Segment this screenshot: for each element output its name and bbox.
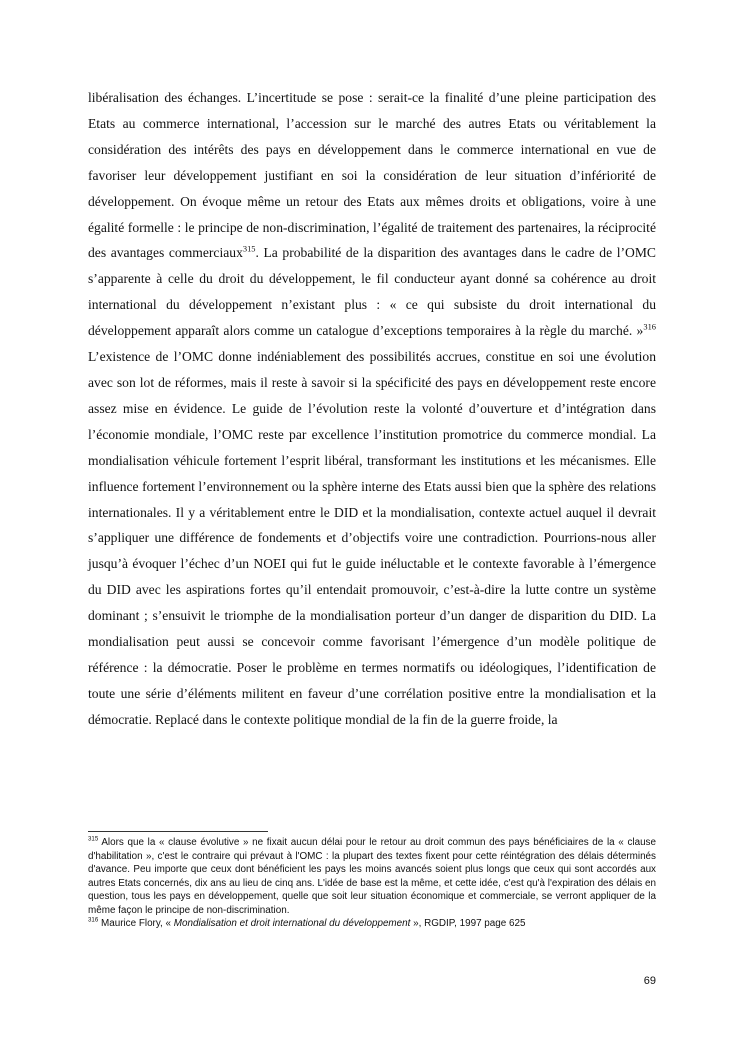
footnote-ref-315[interactable]: 315: [242, 243, 256, 254]
footnote-number: 316: [88, 916, 99, 924]
footnote-316: [88, 917, 656, 931]
footnote-315: [88, 836, 656, 917]
footnote-number: 315: [88, 835, 99, 843]
footnote-separator: [88, 831, 268, 832]
footnote-author: Maurice Flory, «: [98, 918, 174, 929]
footnote-source: », RGDIP, 1997 page 625: [410, 918, 526, 929]
body-text-part-3: L’existence de l’OMC donne indéniablement des possibilités accrues, constitue en soi une évolution avec son lot de réformes, mais il reste à savoir si la spécificité des pays en développement reste encore assez mise en évidence. Le guide de l’évolution reste la volonté d’ouverture et d’intégration dans l’économie mondiale, l’OMC reste par excellence l’institution promotrice du commerce mondial. La mondialisation véhicule fortement l’esprit libéral, transformant les institutions et les mécanismes. Elle influence fortement l’environnement ou la sphère interne des Etats aussi bien que la sphère des relations internationales. Il y a véritablement entre le DID et la mondialisation, contexte actuel auquel il devrait s’appliquer une différence de fondements et d’objectifs voire une contradiction. Pourrions-nous aller jusqu’à évoquer l’échec d’un NOEI qui fut le guide inéluctable et le contexte favorable à l’émergence du DID avec les aspirations fortes qu’il entendait promouvoir, c’est-à-dire la lutte contre un système dominant ; s’ensuivit le triomphe de la mondialisation porteur d’un danger de disparition du DID. La mondialisation peut aussi se concevoir comme favorisant l’émergence d’un modèle politique de référence : la démocratie. Poser le problème en termes normatifs ou idéologiques, l’identification de toute une série d’éléments militent en faveur d’une corrélation positive entre la mondialisation et la démocratie. Replacé dans le contexte politique mondial de la fin de la guerre froide, la: [88, 349, 656, 727]
body-text-part-2: . La probabilité de la disparition des avantages dans le cadre de l’OMC s’apparente à celle du droit du développement, le fil conducteur ayant donné sa cohérence au droit international du développement n’existant plus : « ce qui subsiste du droit international du développement apparaît alors comme un catalogue d’exceptions temporaires à la règle du marché. »: [88, 245, 656, 339]
footnote-ref-316[interactable]: 316: [643, 321, 656, 332]
body-text-part-1: libéralisation des échanges. L’incertitude se pose : serait-ce la finalité d’une pleine participation des Etats au commerce international, l’accession sur le marché des autres Etats ou véritablement la considération des intérêts des pays en développement dans le commerce international en vue de favoriser leur développement justifiant en soi la considération de leur situation d’infériorité de développement. On évoque même un retour des Etats aux mêmes droits et obligations, voire à une égalité formelle : le principe de non-discrimination, l’égalité de traitement des partenaires, la réciprocité des avantages commerciaux: [88, 90, 656, 261]
body-paragraph: [88, 85, 656, 733]
footnote-cited-title: Mondialisation et droit international du développement: [173, 918, 411, 929]
footnotes: [88, 836, 656, 931]
page-number: 69: [643, 975, 656, 987]
footnote-text: Alors que la « clause évolutive » ne fixait aucun délai pour le retour au droit commun des pays bénéficiaires de la « clause d'habilitation », c'est le contraire qui prévaut à l'OMC : la plupart des textes fixent pour cette réintégration des délais déterminés d'avance. Peu importe que ceux dont bénéficient les pays les moins avancés soient plus longs que ceux qui sont accordés aux autres Etats concernés, dix ans au lieu de cinq ans. L'idée de base est la même, et cette idée, c'est qu'à l'expiration des délais en question, tous les pays en développement, quelle que soit leur situation économique et commerciale, se verront appliquer de la même façon le principe de non-discrimination.: [88, 837, 656, 916]
